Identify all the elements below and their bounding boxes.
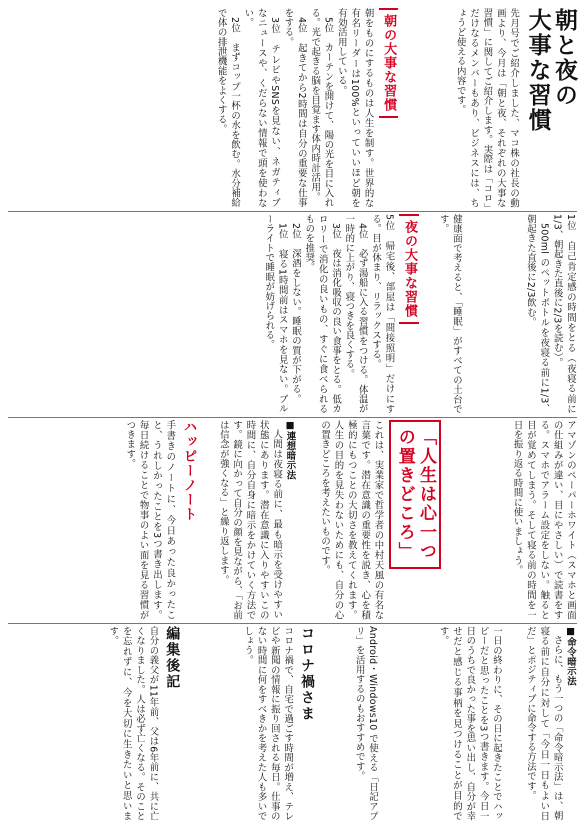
morning-rule-2: 2位 まずコップ一杯の水を飲む。水分補給で体の排泄機能をよくする。: [215, 8, 241, 208]
morning-rule-lead: 朝をものにするものは人生を制す。世界的な有名リーダーは100%といっていいほど朝を有効活用している。: [335, 8, 374, 208]
divider-1: [8, 211, 577, 212]
editorial-column: [8, 626, 159, 821]
editorial-heading: 編集後記: [164, 626, 181, 690]
morning-rule-5: 5位 カーテンを開けて、陽の光を目に入れる。光で起きる脳を目覚ます体内時計活用。: [309, 8, 334, 208]
boxed-heading: [389, 420, 442, 569]
tier-1: [8, 8, 577, 208]
night-rule-3: 3位 夜は消化吸収の良い食事をとる。低カロリーで消化の良いもの、すぐに食べられるものを推奨。: [303, 214, 342, 414]
right-body-column: [445, 420, 577, 620]
night-rule-1: 1位 寝る1時間前はスマホを見ない。ブルーライトで睡眠が妨げられる。: [263, 214, 288, 414]
android-text: Android・Windows10 で使える「日記アプリ」を活用するのもおすすめです。: [353, 626, 378, 821]
happy-more-column: [383, 626, 503, 821]
corona-column: [184, 626, 294, 821]
boxed-body-text: これは、実業家で哲学者の中村天風の有名な言葉です。潜在意識の重要性を説き、心を積極的にもつことの大切さを教えてくれます。人生の目的を見失わないためにも、自分の心の置きどころを考えたいものです。: [319, 420, 384, 620]
command-label: ■連想暗示法: [284, 420, 296, 480]
boxed-heading-line-2: の置きどころ」: [394, 428, 415, 561]
morning-rank-1: 1位 自己肯定感の時間をとる（夜寝る前に1/3、朝起きた直後に2/3を読む）。: [551, 214, 576, 414]
android-column: [319, 626, 379, 821]
intro-text: 先月号でご紹介しました、マコ株の社長の動画より、今月は「朝と夜、それぞれの大事な習慣」に関してご紹介します。実際は「コロ」だけなるメンバーもあり、ビジネスには、ちょうど使える内容です。: [454, 8, 520, 208]
night-rules-column: [8, 214, 395, 414]
right-body-text: アマゾンのペーパーホワイト（スマホと画面の仕組みが違い、目にやさしい）で読書をする。スマホでアラーム設定をしない。触ると目が覚めてしまう。そして寝る前の時間を一日を振り返る時間に使いましょう。: [511, 420, 576, 620]
divider-2: [8, 417, 577, 418]
night-rule-4: 4位 必ず湯船に入る習慣をつける。体温が一時的に上がり、寝つきを良くする。: [343, 214, 368, 414]
happy-note-column: [8, 420, 176, 620]
morning-command-column: [507, 626, 577, 821]
happy-more-text: 一日の終わりに、その日に起きたことでハッピーだと思ったことを3つ書きます。今日一日のうちで良かった事を思い出し、自分が幸せだと感じる事柄を見つけることが目的です。: [437, 626, 502, 821]
intro-column: [402, 8, 520, 208]
night-heading: 夜の大事な習慣: [399, 214, 419, 324]
night-rule-5: 5位 帰宅後、部屋は「間接照明」だけにする。目が休まり、リラックスする。: [370, 214, 395, 414]
morning-rule-3: 3位 テレビやSNSを見ない、ネガティブなニュースや、くだらない情報で頭を使わない。: [242, 8, 281, 208]
tier-3: [8, 420, 577, 620]
corona-body: コロナ禍で、自宅で過ごす時間が増え、テレビや新聞の情報に振り回される毎日。仕事のない時間に何をすべきかを考えた人も多いでしょう。: [242, 626, 294, 821]
morning-rank-column: [467, 214, 577, 414]
morning-heading: 朝の大事な習慣: [379, 8, 399, 118]
editorial-body: 自分の義父が11年前、父は6年前に、共に亡くなりました。人は必ず亡くなる。そのことを忘れずに、今を大切に生きたいと思います。: [107, 626, 159, 821]
command-column: [201, 420, 297, 620]
morning-command-label: ■命令暗示法: [565, 626, 576, 686]
morning-rule-4: 4位 起きてから2時間は自分の重要な仕事をする。: [282, 8, 307, 208]
corona-heading: コロナ禍さま: [299, 626, 315, 722]
night-intro-column: [423, 214, 463, 414]
morning-rules-column: [8, 8, 375, 208]
tier-4: [8, 626, 577, 821]
happy-note-body: 手書きのノートに、今日あった良かったこと、うれしかったことを3つ書き出します。毎日続けることで物事のよい面を見る習慣がつきます。: [124, 420, 176, 620]
morning-rank-water: 500ml のペットボトルを夜寝る前に1/3、朝起きた直後に2/3飲む。: [524, 214, 550, 414]
boxed-heading-line-1: 「人生は心一つ: [416, 428, 436, 561]
command-body: 人間は夜寝る前に、最も暗示を受けやすい状態にあります。潜在意識に入りやすいこの時間に、自分自身に暗示をかけていく方法です。鏡に向かって自分の顔を見ながら、「お前は信念が強くなる」と繰り返します。: [217, 420, 283, 620]
title-line-2: 大事な習慣: [524, 8, 551, 133]
main-title: [524, 8, 577, 208]
happy-note-heading: ハッピーノート: [180, 420, 197, 522]
divider-3: [8, 623, 577, 624]
tier-2: [8, 214, 577, 414]
boxed-body-column: [301, 420, 385, 620]
morning-command-body: さらに、もう一つの「命令暗示法」は、朝寝る前に自分に対して「今日一日もよい日だ」とポジティブに命令する方法です。: [524, 626, 563, 821]
night-rule-2: 2位 深酒をしない。睡眠の質が下がる。: [290, 223, 301, 405]
title-line-1: 朝と夜の: [551, 8, 577, 108]
night-intro: 健康面で考えると、「睡眠」がすべての土台です。: [437, 214, 462, 414]
